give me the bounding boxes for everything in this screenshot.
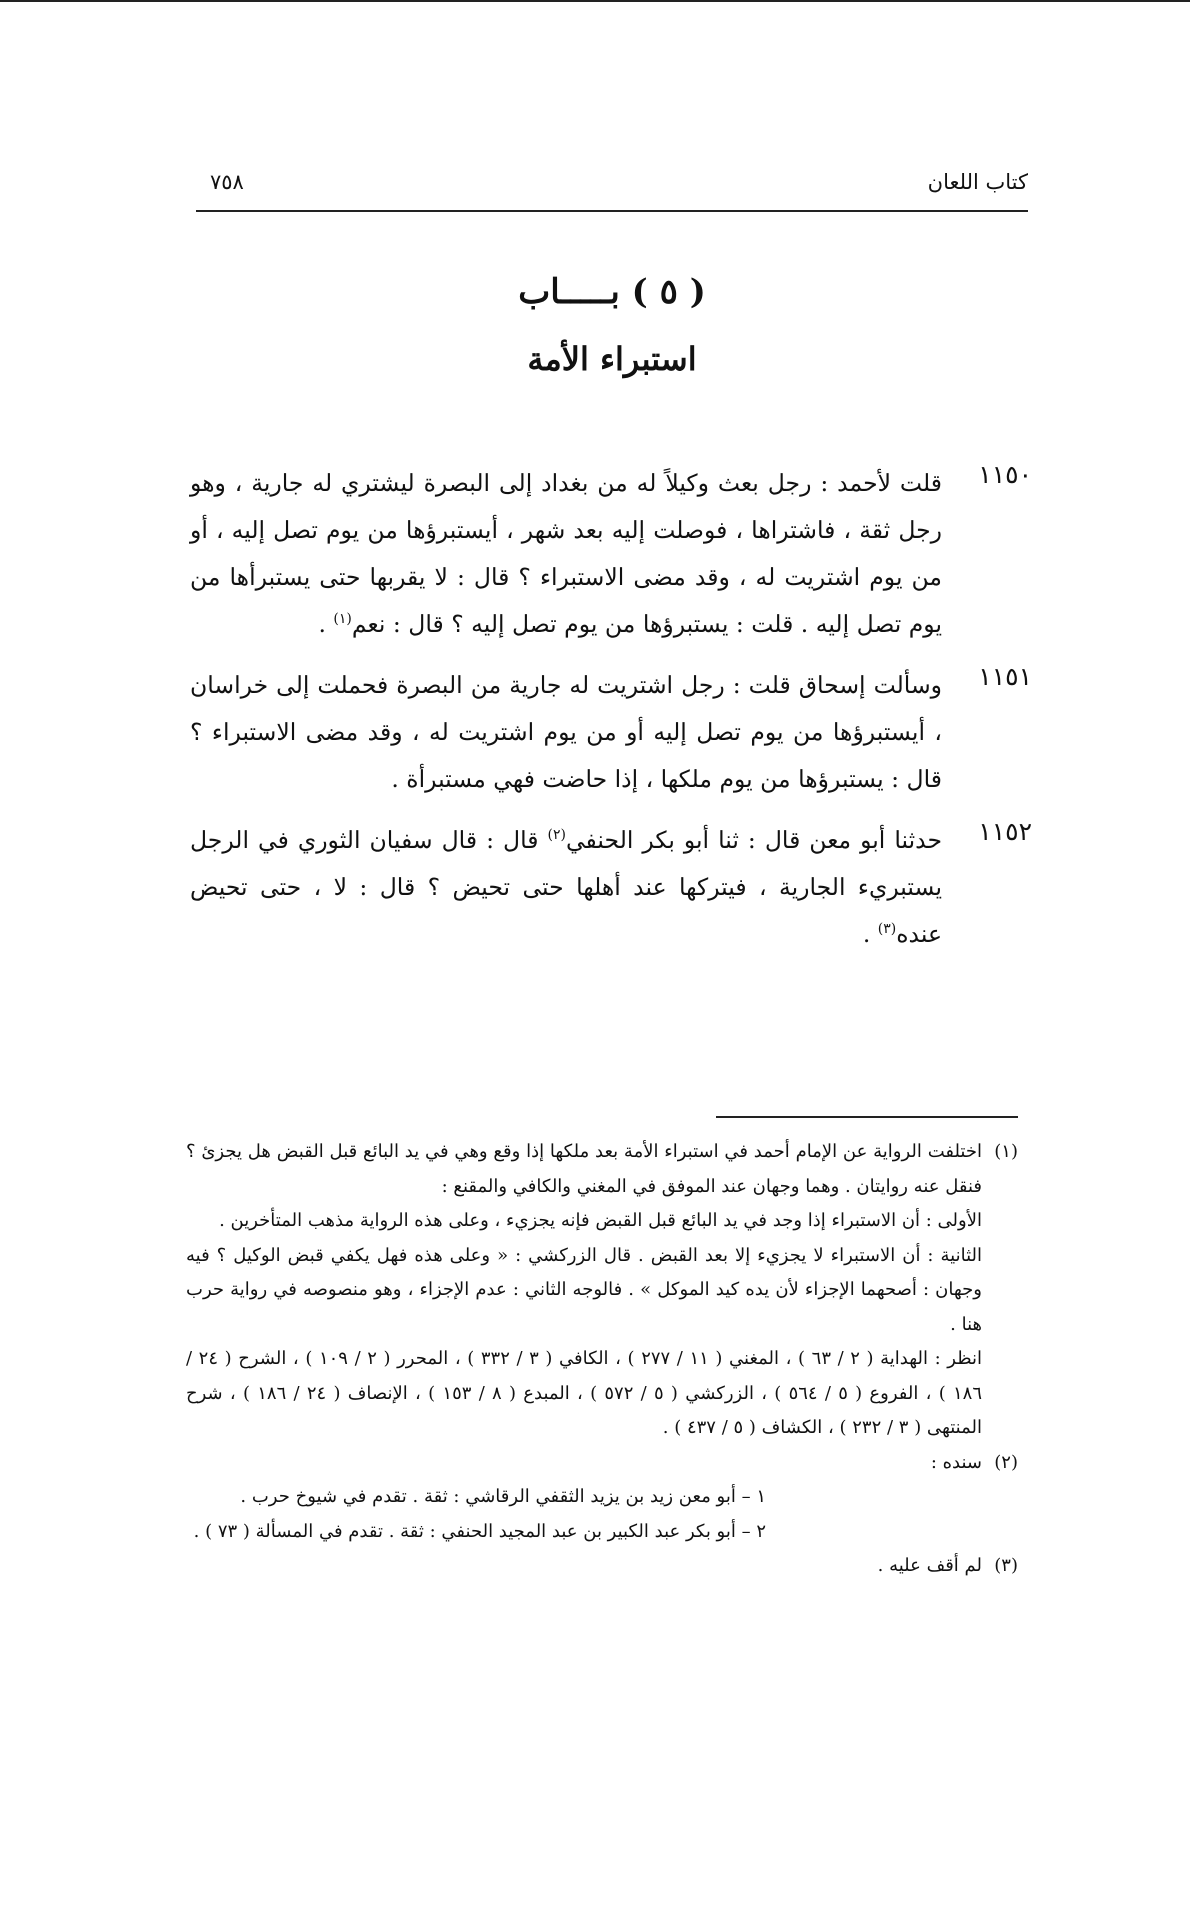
- entry-1150: [190, 460, 1032, 648]
- entries: [190, 460, 1032, 972]
- footnote-separator: [716, 1116, 1018, 1118]
- footnote-line: انظر : الهداية ( ٢ / ٦٣ ) ، المغني ( ١١ / ٢٧٧ ) ، الكافي ( ٣ / ٣٣٢ ) ، المحرر ( ٢ / ١٠٩ ) ، الشرح ( ٢٤ / ١٨٦ ) ، الفروع ( ٥ / ٥٦٤ ) ، الزركشي ( ٥ / ٥٧٢ ) ، المبدع ( ٨ / ١٥٣ ) ، الإنصاف ( ٢٤ / ١٨٦ ) ، شرح المنتهى ( ٣ / ٢٣٢ ) ، الكشاف ( ٥ / ٤٣٧ ) .: [186, 1348, 983, 1438]
- chapter-title: استبراء الأمة: [527, 340, 697, 378]
- entry-1152: [190, 817, 1032, 958]
- footnote-reference[interactable]: (٣): [877, 921, 897, 938]
- footnote-line: الأولى : أن الاستبراء إذا وجد في يد البائع قبل القبض فإنه يجزيء ، وعلى هذه الرواية مذهب المتأخرين .: [219, 1210, 982, 1231]
- entry-body-b: قال : قال سفيان الثوري في الرجل يستبريء الجارية ، فيتركها عند أهلها حتى تحيض ؟ قال : لا ، حتى تحيض عنده: [190, 826, 942, 948]
- footnote-item: ١ – أبو معن زيد بن يزيد الثقفي الرقاشي : ثقة . تقدم في شيوخ حرب .: [240, 1486, 766, 1507]
- entry-text: [190, 460, 942, 648]
- entry-body: قلت لأحمد : رجل بعث وكيلاً له من بغداد إلى البصرة ليشتري له جارية ، وهو رجل ثقة ، فاشتراها ، فوصلت إليه بعد شهر ، أيستبرؤها من يوم تصل إليه ، أو من يوم اشتريت له ، وقد مضى الاستبراء ؟ قال : لا يقربها حتى يستبرأها من يوم تصل إليه . قلت : يستبرؤها من يوم تصل إليه ؟ قال : نعم: [190, 469, 942, 638]
- entry-end: .: [862, 920, 878, 948]
- footnotes: [186, 1135, 1018, 1584]
- entry-number: ١١٥١: [978, 662, 1032, 691]
- entry-text: [190, 817, 942, 958]
- footnote-item: ٢ – أبو بكر عبد الكبير بن عبد المجيد الحنفي : ثقة . تقدم في المسألة ( ٧٣ ) .: [193, 1520, 766, 1542]
- footnote-line: الثانية : أن الاستبراء لا يجزيء إلا بعد القبض . قال الزركشي : « وعلى هذه فهل يكفي قبض الوكيل ؟ فيه وجهان : أصحهما الإجزاء لأن يده كيد الموكل » . فالوجه الثاني : عدم الإجزاء ، وهو منصوصه في رواية حرب هنا .: [186, 1244, 982, 1335]
- footnote-number: (٢): [994, 1451, 1018, 1473]
- entry-1151: [190, 662, 1032, 803]
- entry-number: ١١٥٢: [978, 817, 1032, 846]
- scan-edge-rule: [0, 0, 1190, 2]
- footnote-number: (١): [994, 1141, 1018, 1162]
- chapter-number: ( ٥ ) بـــــاب: [518, 272, 706, 312]
- footnote-reference[interactable]: (١): [333, 611, 352, 628]
- entry-body: وسألت إسحاق قلت : رجل اشتريت له جارية من البصرة فحملت إلى خراسان ، أيستبرؤها من يوم تصل إليه أو من يوم اشتريت له ، وقد مضى الاستبراء ؟ قال : يستبرؤها من يوم ملكها ، إذا حاضت فهي مستبرأة .: [190, 671, 942, 793]
- footnote-line: لم أقف عليه .: [877, 1555, 982, 1576]
- entry-number: ١١٥٠: [978, 460, 1032, 489]
- footnote-1: [186, 1135, 1018, 1446]
- running-header: [196, 170, 1028, 212]
- entry-text: [190, 662, 942, 803]
- footnote-line: اختلفت الرواية عن الإمام أحمد في استبراء الأمة بعد ملكها إذا وقع وهي في يد البائع قبل القبض هل يجزئ ؟ فنقل عنه روايتان . وهما وجهان عند الموفق في المغني والكافي والمقنع :: [186, 1141, 982, 1197]
- entry-end: .: [318, 610, 334, 638]
- footnote-2: [186, 1446, 1018, 1550]
- running-header-title: كتاب اللعان: [927, 170, 1028, 194]
- page-number: ٧٥٨: [210, 170, 244, 194]
- footnote-number: (٣): [994, 1555, 1018, 1576]
- entry-body-a: حدثنا أبو معن قال : ثنا أبو بكر الحنفي: [565, 826, 943, 854]
- footnote-label: سنده :: [930, 1451, 982, 1473]
- footnote-reference[interactable]: (٢): [547, 827, 566, 844]
- footnote-3: [186, 1549, 1018, 1584]
